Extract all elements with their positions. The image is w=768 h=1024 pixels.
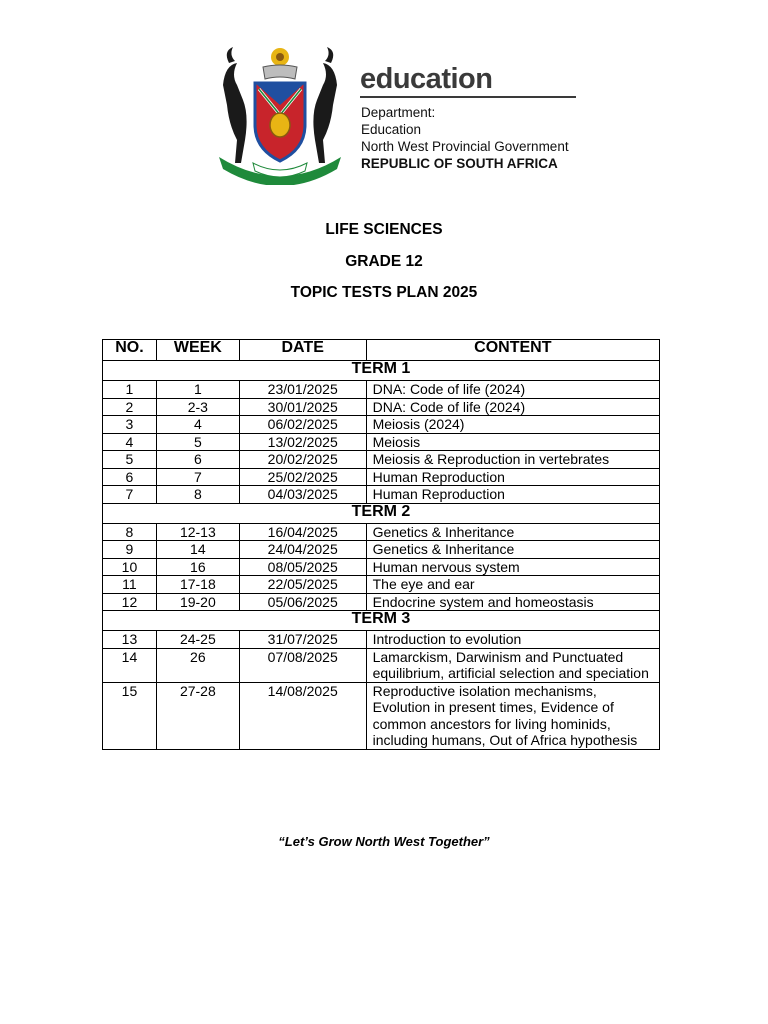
cell-no: 11 — [103, 576, 157, 594]
col-header-no: NO. — [103, 340, 157, 361]
cell-date: 24/04/2025 — [239, 541, 366, 559]
cell-date: 30/01/2025 — [239, 398, 366, 416]
letterhead — [215, 45, 585, 185]
cell-content: Meiosis & Reproduction in vertebrates — [366, 451, 659, 469]
table-row — [103, 682, 660, 749]
table-row — [103, 558, 660, 576]
cell-content: Genetics & Inheritance — [366, 523, 659, 541]
cell-no: 7 — [103, 486, 157, 504]
term-row — [103, 503, 660, 523]
table-row — [103, 451, 660, 469]
cell-no: 1 — [103, 381, 157, 399]
table-row — [103, 593, 660, 611]
table-row — [103, 541, 660, 559]
table-row — [103, 648, 660, 682]
table-row — [103, 486, 660, 504]
cell-no: 2 — [103, 398, 157, 416]
cell-content: Lamarckism, Darwinism and Punctuated equilibrium, artificial selection and speciation — [366, 648, 659, 682]
col-header-week: WEEK — [156, 340, 239, 361]
coat-of-arms-logo — [215, 45, 350, 185]
dept-line: Department: — [361, 105, 436, 120]
cell-date: 05/06/2025 — [239, 593, 366, 611]
cell-week: 12-13 — [156, 523, 239, 541]
cell-week: 27-28 — [156, 682, 239, 749]
cell-date: 07/08/2025 — [239, 648, 366, 682]
motto: “Let’s Grow North West Together” — [278, 834, 490, 849]
grade-title: GRADE 12 — [345, 253, 423, 270]
cell-week: 7 — [156, 468, 239, 486]
cell-week: 26 — [156, 648, 239, 682]
cell-no: 15 — [103, 682, 157, 749]
table-row — [103, 523, 660, 541]
col-header-content: CONTENT — [366, 340, 659, 361]
cell-date: 06/02/2025 — [239, 416, 366, 434]
cell-date: 20/02/2025 — [239, 451, 366, 469]
table-header-row — [103, 340, 660, 361]
cell-date: 16/04/2025 — [239, 523, 366, 541]
cell-content: Meiosis — [366, 433, 659, 451]
term-row — [103, 361, 660, 381]
subject-title: LIFE SCIENCES — [325, 221, 443, 238]
dept-line: Education — [361, 122, 422, 137]
cell-week: 16 — [156, 558, 239, 576]
cell-date: 23/01/2025 — [239, 381, 366, 399]
cell-week: 5 — [156, 433, 239, 451]
cell-week: 24-25 — [156, 631, 239, 649]
col-header-date: DATE — [239, 340, 366, 361]
cell-week: 17-18 — [156, 576, 239, 594]
cell-week: 6 — [156, 451, 239, 469]
cell-content: Endocrine system and homeostasis — [366, 593, 659, 611]
cell-content: Meiosis (2024) — [366, 416, 659, 434]
cell-week: 1 — [156, 381, 239, 399]
cell-content: Genetics & Inheritance — [366, 541, 659, 559]
dept-line-country: REPUBLIC OF SOUTH AFRICA — [361, 156, 558, 171]
table-row — [103, 433, 660, 451]
dept-line: North West Provincial Government — [361, 139, 569, 154]
cell-date: 14/08/2025 — [239, 682, 366, 749]
cell-no: 5 — [103, 451, 157, 469]
cell-no: 14 — [103, 648, 157, 682]
cell-no: 13 — [103, 631, 157, 649]
cell-date: 31/07/2025 — [239, 631, 366, 649]
cell-no: 6 — [103, 468, 157, 486]
term-label: TERM 3 — [103, 611, 660, 631]
cell-content: DNA: Code of life (2024) — [366, 398, 659, 416]
cell-no: 9 — [103, 541, 157, 559]
cell-no: 8 — [103, 523, 157, 541]
table-row — [103, 468, 660, 486]
cell-content: Reproductive isolation mechanisms, Evolution in present times, Evidence of common ancestors for living hominids, including humans, Out of Africa hypothesis — [366, 682, 659, 749]
term-label: TERM 1 — [103, 361, 660, 381]
term-row — [103, 611, 660, 631]
table-row — [103, 576, 660, 594]
cell-content: The eye and ear — [366, 576, 659, 594]
cell-no: 10 — [103, 558, 157, 576]
cell-week: 19-20 — [156, 593, 239, 611]
cell-content: DNA: Code of life (2024) — [366, 381, 659, 399]
cell-content: Introduction to evolution — [366, 631, 659, 649]
cell-content: Human Reproduction — [366, 468, 659, 486]
brand-underline — [360, 96, 576, 98]
cell-no: 4 — [103, 433, 157, 451]
table-row — [103, 398, 660, 416]
table-body — [103, 361, 660, 750]
department-block — [361, 104, 569, 172]
cell-no: 12 — [103, 593, 157, 611]
cell-content: Human Reproduction — [366, 486, 659, 504]
table-row — [103, 631, 660, 649]
table-row — [103, 416, 660, 434]
cell-date: 13/02/2025 — [239, 433, 366, 451]
table-row — [103, 381, 660, 399]
cell-week: 2-3 — [156, 398, 239, 416]
cell-no: 3 — [103, 416, 157, 434]
cell-date: 25/02/2025 — [239, 468, 366, 486]
cell-week: 14 — [156, 541, 239, 559]
cell-week: 8 — [156, 486, 239, 504]
cell-week: 4 — [156, 416, 239, 434]
plan-title: TOPIC TESTS PLAN 2025 — [290, 284, 478, 301]
cell-content: Human nervous system — [366, 558, 659, 576]
cell-date: 04/03/2025 — [239, 486, 366, 504]
topic-tests-table — [102, 339, 660, 750]
brand-wordmark: education — [360, 63, 493, 95]
cell-date: 22/05/2025 — [239, 576, 366, 594]
cell-date: 08/05/2025 — [239, 558, 366, 576]
term-label: TERM 2 — [103, 503, 660, 523]
